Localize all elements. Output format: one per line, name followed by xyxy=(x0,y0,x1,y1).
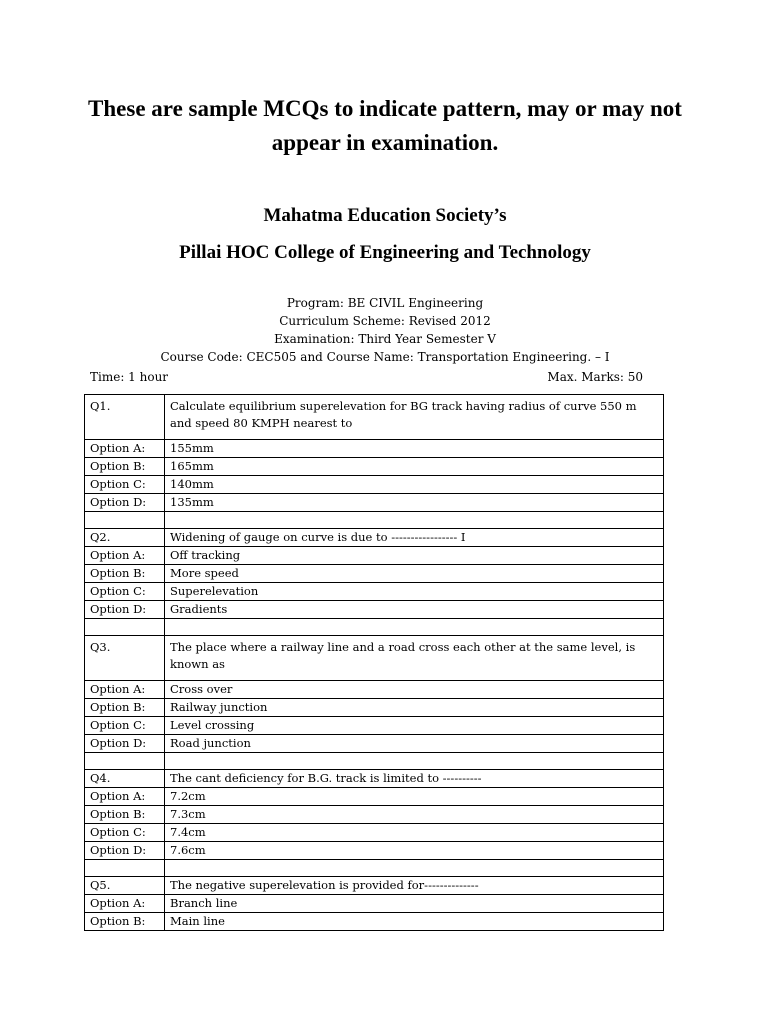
examination-line: Examination: Third Year Semester V xyxy=(274,332,496,346)
option-row xyxy=(85,440,664,458)
disclaimer-heading: These are sample MCQs to indicate pattern, may or may not appear in examination. xyxy=(88,96,682,155)
mcq-table xyxy=(84,394,664,931)
question-text: The cant deficiency for B.G. track is limited to ---------- xyxy=(165,770,664,788)
option-row xyxy=(85,806,664,824)
option-label: Option A: xyxy=(85,440,165,458)
max-marks-label: Max. Marks: 50 xyxy=(547,370,643,384)
question-row xyxy=(85,877,664,895)
option-text: Off tracking xyxy=(165,547,664,565)
option-row xyxy=(85,565,664,583)
option-text: 7.2cm xyxy=(165,788,664,806)
option-text: Level crossing xyxy=(165,717,664,735)
option-label: Option B: xyxy=(85,699,165,717)
option-label: Option D: xyxy=(85,735,165,753)
question-text: Widening of gauge on curve is due to ----------------- I xyxy=(165,529,664,547)
spacer-row xyxy=(85,619,664,636)
option-text: Cross over xyxy=(165,681,664,699)
option-row xyxy=(85,601,664,619)
option-row xyxy=(85,547,664,565)
option-label: Option B: xyxy=(85,458,165,476)
option-row xyxy=(85,824,664,842)
option-row xyxy=(85,583,664,601)
spacer-row xyxy=(85,512,664,529)
option-text: 7.3cm xyxy=(165,806,664,824)
question-label: Q5. xyxy=(85,877,165,895)
option-text: 135mm xyxy=(165,494,664,512)
option-text: 140mm xyxy=(165,476,664,494)
option-row xyxy=(85,717,664,735)
question-label: Q2. xyxy=(85,529,165,547)
option-row xyxy=(85,681,664,699)
option-text: Superelevation xyxy=(165,583,664,601)
college-name: Pillai HOC College of Engineering and Technology xyxy=(179,242,591,263)
spacer-row xyxy=(85,860,664,877)
option-label: Option C: xyxy=(85,717,165,735)
option-text: 7.4cm xyxy=(165,824,664,842)
option-text: Railway junction xyxy=(165,699,664,717)
option-text: More speed xyxy=(165,565,664,583)
question-row xyxy=(85,770,664,788)
option-row xyxy=(85,476,664,494)
option-text: Gradients xyxy=(165,601,664,619)
option-row xyxy=(85,458,664,476)
option-text: 7.6cm xyxy=(165,842,664,860)
curriculum-line: Curriculum Scheme: Revised 2012 xyxy=(279,314,491,328)
question-text: The place where a railway line and a road cross each other at the same level, is known as xyxy=(165,636,664,681)
option-label: Option B: xyxy=(85,806,165,824)
option-label: Option A: xyxy=(85,788,165,806)
option-text: Main line xyxy=(165,913,664,931)
question-label: Q1. xyxy=(85,395,165,440)
option-text: Road junction xyxy=(165,735,664,753)
option-label: Option D: xyxy=(85,601,165,619)
question-row xyxy=(85,395,664,440)
question-text: The negative superelevation is provided for-------------- xyxy=(165,877,664,895)
spacer-row xyxy=(85,753,664,770)
option-label: Option C: xyxy=(85,583,165,601)
option-row xyxy=(85,788,664,806)
option-label: Option C: xyxy=(85,824,165,842)
question-row xyxy=(85,636,664,681)
option-row xyxy=(85,913,664,931)
option-label: Option D: xyxy=(85,842,165,860)
program-line: Program: BE CIVIL Engineering xyxy=(286,296,484,310)
question-row xyxy=(85,529,664,547)
option-label: Option D: xyxy=(85,494,165,512)
exam-details xyxy=(0,294,770,366)
question-text: Calculate equilibrium superelevation for BG track having radius of curve 550 m and speed 80 KMPH nearest to xyxy=(165,395,664,440)
option-text: Branch line xyxy=(165,895,664,913)
option-label: Option A: xyxy=(85,681,165,699)
question-label: Q3. xyxy=(85,636,165,681)
option-row xyxy=(85,494,664,512)
time-label: Time: 1 hour xyxy=(90,370,169,384)
option-label: Option B: xyxy=(85,565,165,583)
option-row xyxy=(85,842,664,860)
option-label: Option A: xyxy=(85,547,165,565)
time-marks-row xyxy=(90,368,643,386)
option-text: 165mm xyxy=(165,458,664,476)
course-line: Course Code: CEC505 and Course Name: Transportation Engineering. – I xyxy=(160,350,610,364)
option-row xyxy=(85,735,664,753)
society-name: Mahatma Education Society’s xyxy=(263,205,507,226)
question-label: Q4. xyxy=(85,770,165,788)
option-row xyxy=(85,699,664,717)
option-text: 155mm xyxy=(165,440,664,458)
option-label: Option B: xyxy=(85,913,165,931)
option-label: Option A: xyxy=(85,895,165,913)
option-row xyxy=(85,895,664,913)
option-label: Option C: xyxy=(85,476,165,494)
